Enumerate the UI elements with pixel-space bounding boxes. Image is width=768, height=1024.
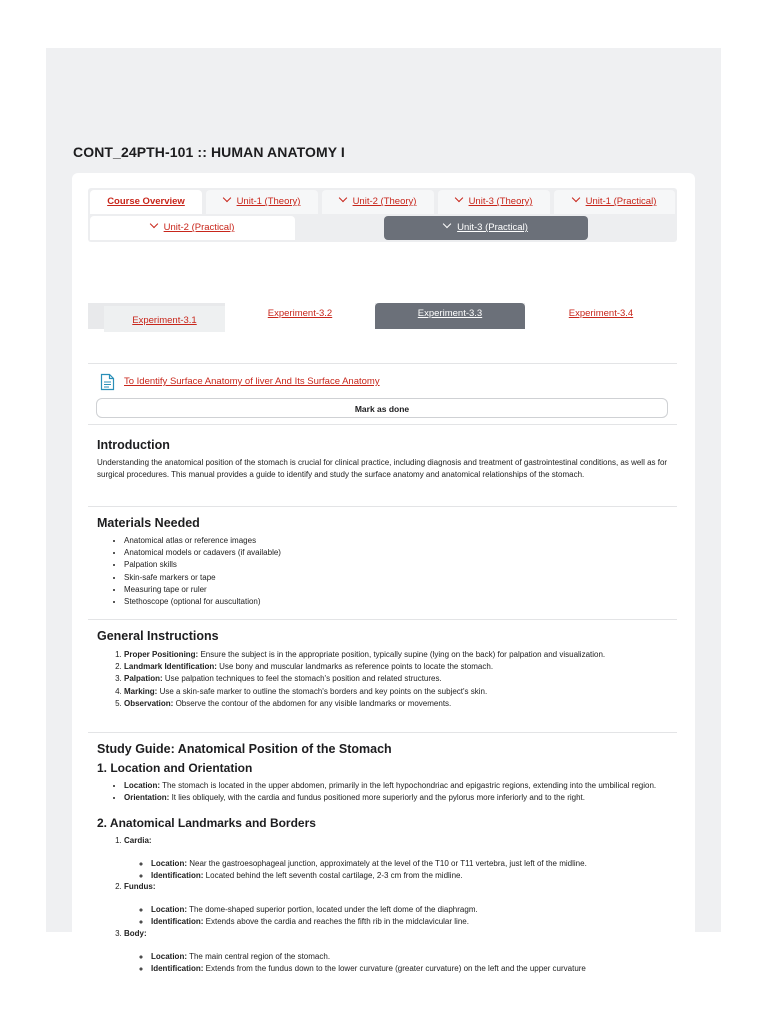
materials-heading: Materials Needed xyxy=(97,516,200,530)
list-item: 4. Marking: Use a skin-safe marker to outline the stomach's borders and key points on the subject's skin. xyxy=(124,686,669,698)
tab-unit-2-theory[interactable]: Unit-2 (Theory) xyxy=(322,190,434,214)
list-item: ◦ Location: The dome-shaped superior portion, located under the left dome of the diaphragm. xyxy=(151,904,696,916)
list-item: ◦ Identification: Located behind the left seventh costal cartilage, 2-3 cm from the midline. xyxy=(151,870,696,882)
tab-course-overview[interactable]: Course Overview xyxy=(90,190,202,214)
divider xyxy=(88,619,677,620)
list-item: • Skin-safe markers or tape xyxy=(124,572,684,584)
sub-list xyxy=(124,904,696,928)
tab-unit-2-practical[interactable]: Unit-2 (Practical) xyxy=(90,216,295,240)
tab-unit-3-theory[interactable]: Unit-3 (Theory) xyxy=(438,190,550,214)
tab-unit-3-practical[interactable]: Unit-3 (Practical) xyxy=(384,216,588,240)
instructions-list xyxy=(97,649,669,710)
list-item: 5. Observation: Observe the contour of the abdomen for any visible landmarks or movements. xyxy=(124,698,669,710)
list-item: • Orientation: It lies obliquely, with the cardia and fundus positioned more superiorly and the pylorus more inferiorly and to the right. xyxy=(124,792,696,804)
chevron-down-icon xyxy=(338,194,346,202)
section-heading: 2. Anatomical Landmarks and Borders xyxy=(97,816,316,830)
intro-text: Understanding the anatomical position of the stomach is crucial for clinical practice, including diagnosis and treatment of gastrointestinal conditions, as well as for surgical procedures. This manual provides a guide to identify and study the surface anatomy and anatomical relationships of the stomach. xyxy=(97,458,668,479)
chevron-down-icon xyxy=(443,220,451,228)
location-list xyxy=(97,780,696,804)
divider xyxy=(88,424,677,425)
list-item: • Measuring tape or ruler xyxy=(124,584,684,596)
list-item: • Location: The stomach is located in the upper abdomen, primarily in the left hypochondriac and epigastric regions, extending into the umbilical region. xyxy=(124,780,696,792)
document-icon xyxy=(100,373,115,391)
tab-experiment-3-3[interactable]: Experiment-3.3 xyxy=(375,303,525,329)
chevron-down-icon xyxy=(571,194,579,202)
tab-experiment-3-4[interactable]: Experiment-3.4 xyxy=(525,303,677,329)
list-item: 3. Palpation: Use palpation techniques to feel the stomach's position and related structures. xyxy=(124,673,669,685)
sub-list xyxy=(124,858,696,882)
list-item: 2. Fundus: ◦ Location: The dome-shaped superior portion, located under the left dome of the diaphragm. ◦ Identification: Extends above the cardia and reaches the fifth rib in the midclavicular line. xyxy=(124,881,696,928)
list-item: • Palpation skills xyxy=(124,559,684,571)
divider xyxy=(88,363,677,364)
study-heading: Study Guide: Anatomical Position of the Stomach xyxy=(97,742,392,756)
list-item: 1. Proper Positioning: Ensure the subject is in the appropriate position, typically supine (lying on the back) for palpation and visualization. xyxy=(124,649,669,661)
list-item: 1. Cardia: ◦ Location: Near the gastroesophageal junction, approximately at the level of the T10 or T11 vertebra, just left of the midline. ◦ Identification: Located behind the left seventh costal cartilage, 2-3 cm from the midline. xyxy=(124,835,696,881)
section-heading: 1. Location and Orientation xyxy=(97,761,253,775)
list-item: ◦ Identification: Extends above the cardia and reaches the fifth rib in the midclavicular line. xyxy=(151,916,696,928)
tab-experiment-3-1[interactable]: Experiment-3.1 xyxy=(104,306,225,332)
list-item: ◦ Identification: Extends from the fundus down to the lower curvature (greater curvature) on the left and the upper curvature xyxy=(151,963,696,975)
mark-as-done-button[interactable]: Mark as done xyxy=(96,398,668,418)
list-item: ◦ Location: Near the gastroesophageal junction, approximately at the level of the T10 or T11 vertebra, just left of the midline. xyxy=(151,858,696,870)
intro-heading: Introduction xyxy=(97,438,170,452)
page-background xyxy=(46,48,721,974)
chevron-down-icon xyxy=(454,194,462,202)
tab-unit-1-practical[interactable]: Unit-1 (Practical) xyxy=(554,190,675,214)
list-item: • Stethoscope (optional for auscultation) xyxy=(124,596,684,608)
list-item: • Anatomical atlas or reference images xyxy=(124,535,684,547)
unit-tab-bar xyxy=(88,188,677,242)
landmarks-list xyxy=(97,835,696,976)
divider xyxy=(88,732,677,733)
activity-link[interactable]: To Identify Surface Anatomy of liver And Its Surface Anatomy xyxy=(124,376,380,387)
course-title: CONT_24PTH-101 :: HUMAN ANATOMY I xyxy=(73,144,345,160)
instructions-heading: General Instructions xyxy=(97,629,219,643)
list-item: ◦ Location: The main central region of the stomach. xyxy=(151,951,696,963)
experiment-tab-bar xyxy=(88,303,677,329)
chevron-down-icon xyxy=(149,220,157,228)
materials-list xyxy=(97,535,684,608)
tab-experiment-3-2[interactable]: Experiment-3.2 xyxy=(225,303,375,329)
list-item: 2. Landmark Identification: Use bony and muscular landmarks as reference points to locate the stomach. xyxy=(124,661,669,673)
sub-list xyxy=(124,951,696,975)
list-item: 3. Body: ◦ Location: The main central region of the stomach. ◦ Identification: Extends from the fundus down to the lower curvature (greater curvature) on the left and the upper curvature xyxy=(124,928,696,976)
content-card xyxy=(72,173,695,973)
list-item: • Anatomical models or cadavers (if available) xyxy=(124,547,684,559)
divider xyxy=(88,506,677,507)
tab-unit-1-theory[interactable]: Unit-1 (Theory) xyxy=(206,190,318,214)
chevron-down-icon xyxy=(222,194,230,202)
